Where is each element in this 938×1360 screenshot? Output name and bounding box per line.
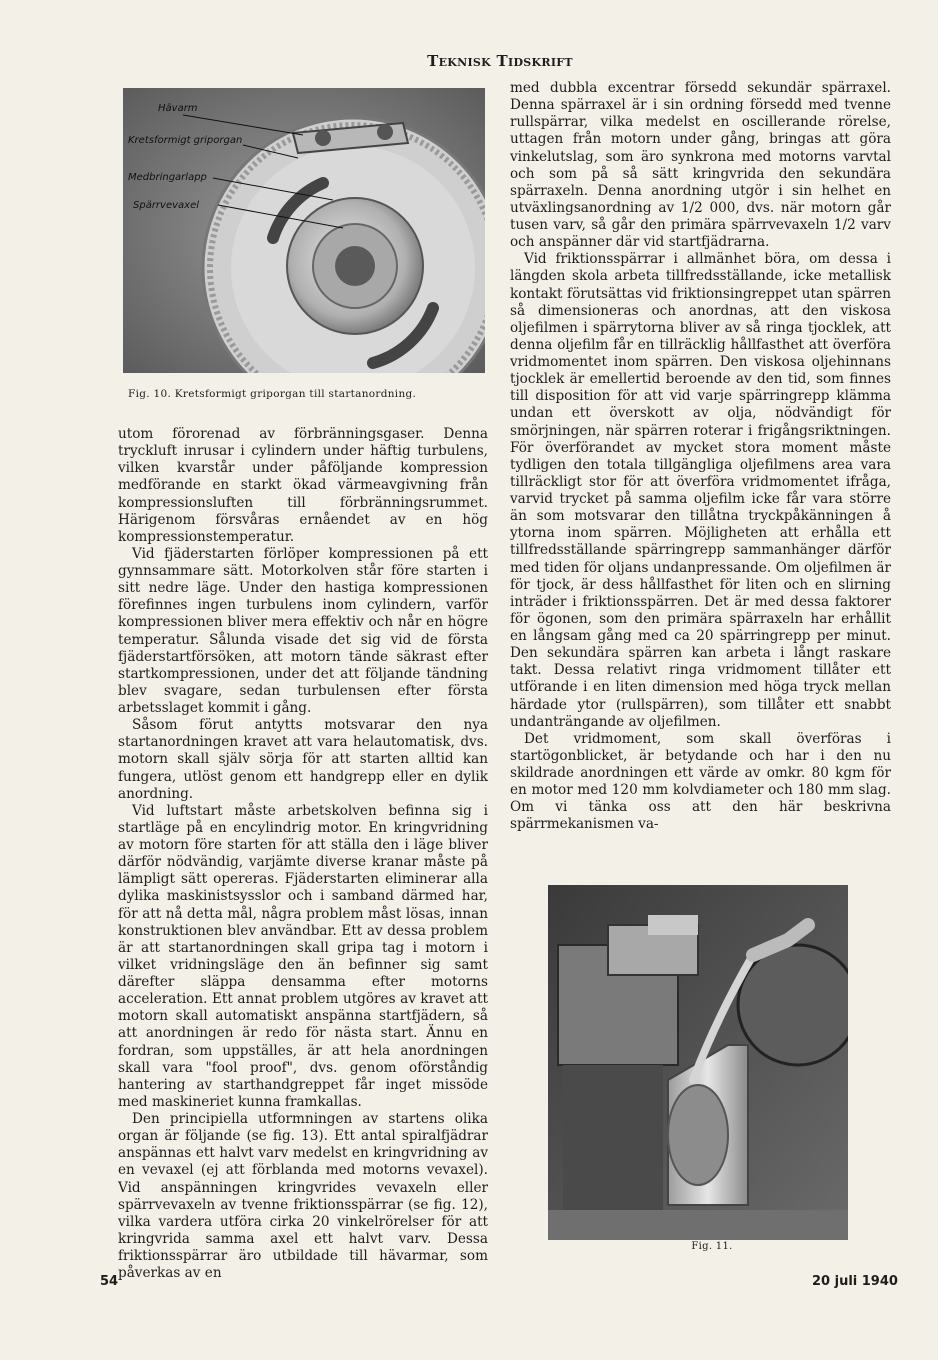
engine-starter-illustration bbox=[548, 885, 848, 1240]
right-column bbox=[510, 80, 891, 834]
paragraph: Såsom förut antytts motsvarar den nya startanordningen kravet att vara helautomatisk, dvs. motorn skall själv sörja för att starten alltid kan fungera, utlöst genom ett handgrepp eller en dylik anordning. bbox=[118, 717, 488, 802]
label-havarm: Hävarm bbox=[158, 103, 198, 114]
paragraph: Vid friktionsspärrar i allmänhet böra, om dessa i längden skola arbeta tillfredsställande, icke metallisk kontakt förutsättas vid friktionsingreppet utan spärren så dimensioneras och anordnas, att den viskosa oljefilmen i spärrytorna bliver av så ringa tjocklek, att denna oljefilm får en tillräcklig hållfasthet att överföra vridmomentet inom spärren. Den viskosa oljehinnans tjocklek är emellertid beroende av den tid, som finnes till disposition för att vid varje spärringrepp klämma undan ett överskott av olja, nödvändigt för smörjningen, när spärren roterar i frigångsriktningen. För överförandet av mycket stora moment måste tydligen den totala tillgängliga oljefilmens area vara tillräckligt stor för att överföra vridmomentet ifråga, varvid trycket på samma oljefilm icke får vara större än som motsvarar den tillåtna tryckpåkänningen å ytorna inom spärren. Möjligheten att erhålla ett tillfredsställande spärringrepp sammanhänger därför med tiden för oljans undanpressande. Om oljefilmen är för tjock, är dess hållfasthet för liten och en slirning inträder i friktionsspärren. Det är med dessa faktorer för ögonen, som den primära spärraxeln har erhållit en långsam gång med ca 20 spärringrepp per minut. Den sekundära spärren kan arbeta i långt raskare takt. Dessa relativt ringa vridmoment tillåter ett utförande i en liten dimension med höga tryck mellan härdade ytor (rullspärren), som tillåter ett snabbt undanträngande av oljefilmen. bbox=[510, 251, 891, 730]
journal-title: Teknisk Tidskrift bbox=[427, 52, 573, 70]
paragraph: utom förorenad av förbränningsgaser. Denna tryckluft inrusar i cylindern under häftig turbulens, vilken kvarstår under påföljande kompression medförande en starkt ökad värmeavgivning från kompressionsluften till förbränningsrummet. Härigenom försvåras ernåendet av en hög kompressionstemperatur. bbox=[118, 426, 488, 545]
issue-date: 20 juli 1940 bbox=[812, 1274, 898, 1289]
paragraph: Vid fjäderstarten förlöper kompressionen på ett gynnsammare sätt. Motorkolven står före starten i sitt nedre läge. Under den hastiga kompressionen förefinnes ingen turbulens inom cylindern, varför kompressionen bliver mera effektiv och når en högre temperatur. Sålunda visade det sig vid de första fjäderstartförsöken, att motorn tände säkrast efter startkompressionen, under det att följande tändning blev svagare, sedan turbulensen efter första arbetsslaget kommit i gång. bbox=[118, 545, 488, 716]
left-column bbox=[118, 426, 488, 1282]
paragraph: Den principiella utformningen av startens olika organ är följande (se fig. 13). Ett antal spiralfjädrar anspännas ett halvt varv medelst en kringvridning av en vevaxel (ej att förblanda med motorns vevaxel). Vid anspänningen kringvrides vevaxeln eller spärrvevaxeln av tvenne friktionsspärrar (se fig. 12), vilka vardera utföra cirka 20 vinkelrörelser för att kringvrida samma axel ett halvt varv. Dessa friktionsspärrar äro utbildade till hävarmar, som påverkas av en bbox=[118, 1111, 488, 1282]
label-medbringarlapp: Medbringarlapp bbox=[128, 172, 207, 183]
figure-11-caption: Fig. 11. bbox=[691, 1241, 733, 1252]
ratchet-mechanism-illustration bbox=[123, 88, 485, 373]
figure-11-photo bbox=[548, 885, 848, 1240]
paragraph: Vid luftstart måste arbetskolven befinna sig i startläge på en encylindrig motor. En kringvridning av motorn före starten för att ställa den i läge bliver därför nödvändig, varjämte diverse kranar måste på lämpligt sätt opereras. Fjäderstarten eliminerar alla dylika maskinistsysslor och i samband därmed har, för att nå detta mål, några problem måst lösas, innan konstruktionen blev användbar. Ett av dessa problem är att startanordningen skall gripa tag i motorn i vilket vridningsläge den än befinner sig samt därefter släppa densamma efter motorns acceleration. Ett annat problem utgöres av kravet att motorn skall automatiskt anspänna startfjädern, så att anordningen är redo för nästa start. Ännu en fordran, som uppställes, är att hela anordningen skall vara "fool proof", dvs. genom oförståndig hantering av starthandgreppet får inget missöde med maskineriet kunna framkallas. bbox=[118, 802, 488, 1110]
label-kretsformigt-griporgan: Kretsformigt griporgan bbox=[128, 135, 243, 146]
paragraph: Det vridmoment, som skall överföras i startögonblicket, är betydande och har i den nu skildrade anordningen ett värde av omkr. 80 kgm för en motor med 120 mm kolvdiameter och 180 mm slag. Om vi tänka oss att den här beskrivna spärrmekanismen va- bbox=[510, 730, 891, 833]
page-number: 54 bbox=[100, 1274, 119, 1289]
figure-10-photo bbox=[123, 88, 485, 373]
label-sparrvevaxel: Spärrvevaxel bbox=[133, 200, 200, 211]
paragraph: med dubbla excentrar försedd sekundär spärraxel. Denna spärraxel är i sin ordning försedd med tvenne rullspärrar, vilka medelst en oscillerande rörelse, uttagen från motorn under gång, bringas att göra vinkelutslag, som äro synkrona med motorns varvtal och som på så sätt kringvrida den sekundära spärraxeln. Denna anordning utgör i sin helhet en utväxlingsanordning av 1/2 000, dvs. när motorn går tusen varv, så går den primära spärrvevaxeln 1/2 varv och anspänner där vid startfjädrarna. bbox=[510, 80, 891, 251]
figure-10-caption: Fig. 10. Kretsformigt griporgan till startanordning. bbox=[128, 388, 417, 400]
